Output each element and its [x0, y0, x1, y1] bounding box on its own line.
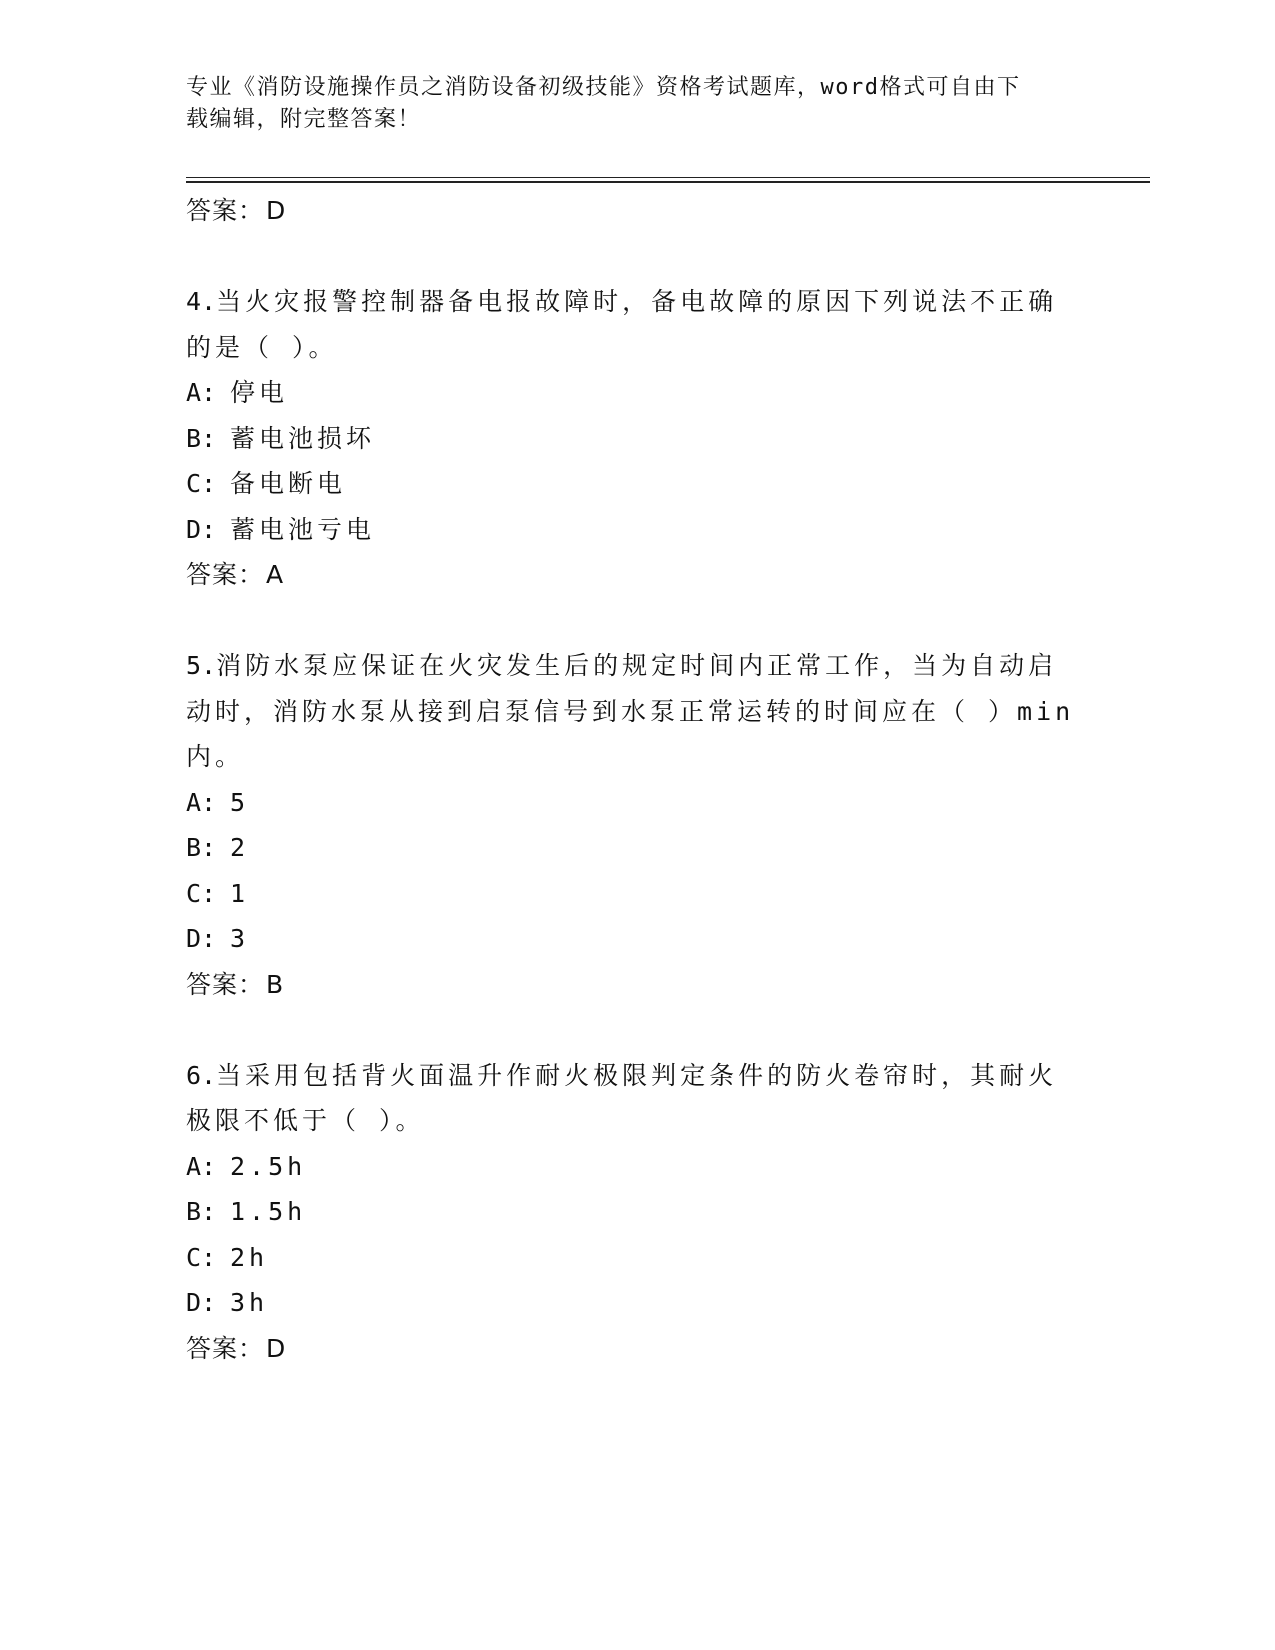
header-divider-thick [186, 181, 1150, 183]
option-text: 蓄电池亏电 [230, 514, 376, 544]
option-key: D: [186, 514, 217, 544]
option-text: 蓄电池损坏 [230, 423, 376, 453]
option-text: 备电断电 [230, 469, 347, 498]
option-c [186, 871, 1086, 917]
answer-label: 答案： [186, 969, 265, 999]
question-number: 5. [186, 651, 217, 680]
option-a [186, 370, 1086, 416]
option-key: C: [186, 469, 217, 498]
question-line: 的是（ ）。 [186, 332, 338, 362]
option-key: D: [186, 1288, 217, 1317]
document-header [186, 72, 1066, 136]
option-text: 3h [230, 1288, 269, 1317]
answer-line [186, 1326, 1086, 1371]
option-a [186, 1144, 1086, 1190]
answer-value: B [266, 969, 285, 999]
option-key: C: [186, 1242, 217, 1272]
option-b [186, 1189, 1086, 1235]
question-line: 5.消防水泵应保证在火灾发生后的规定时间内正常工作，当为自动启 [186, 651, 1058, 680]
question-line: 动时，消防水泵从接到启泵信号到水泵正常运转的时间应在（ ）min [186, 696, 1075, 726]
question-number: 6. [186, 1060, 217, 1090]
question-text [186, 279, 1086, 370]
option-text: 2h [230, 1242, 269, 1272]
option-c [186, 1235, 1086, 1281]
option-text: 停电 [230, 378, 289, 407]
answer-label: 答案： [186, 560, 265, 589]
spacer [186, 1007, 1086, 1053]
option-key: A: [186, 1151, 217, 1181]
spacer [186, 233, 1086, 279]
spacer [186, 597, 1086, 643]
option-text: 3 [230, 924, 250, 953]
option-text: 2.5h [230, 1151, 307, 1181]
option-key: B: [186, 1197, 217, 1226]
header-line-2: 载编辑，附完整答案！ [186, 107, 422, 132]
option-key: B: [186, 833, 217, 862]
question-block-6 [186, 1053, 1086, 1371]
question-list [186, 188, 1086, 1371]
option-key: A: [186, 787, 217, 817]
question-line: 极限不低于（ ）。 [186, 1106, 425, 1135]
answer-value: D [266, 196, 287, 225]
answer-label: 答案： [186, 196, 265, 225]
question-text [186, 643, 1086, 780]
question-line: 内。 [186, 742, 245, 771]
option-text: 5 [230, 787, 250, 817]
option-text: 2 [230, 833, 250, 862]
answer-value: D [266, 1333, 287, 1363]
option-text: 1.5h [230, 1197, 307, 1226]
header-line-1: 专业《消防设施操作员之消防设备初级技能》资格考试题库，word格式可自由下 [186, 75, 1021, 100]
answer-line-3 [186, 188, 1086, 233]
option-d [186, 916, 1086, 962]
header-divider-thin [186, 177, 1150, 178]
question-block-5 [186, 643, 1086, 1007]
option-key: D: [186, 924, 217, 953]
option-d [186, 507, 1086, 553]
option-text: 1 [230, 878, 250, 908]
answer-label: 答案： [186, 1333, 265, 1363]
answer-line [186, 962, 1086, 1007]
option-b [186, 825, 1086, 871]
question-line: 4.当火灾报警控制器备电报故障时，备电故障的原因下列说法不正确 [186, 287, 1058, 316]
option-d [186, 1280, 1086, 1326]
option-c [186, 461, 1086, 507]
question-block-4 [186, 279, 1086, 597]
option-a [186, 780, 1086, 826]
question-text [186, 1053, 1086, 1144]
question-line: 6.当采用包括背火面温升作耐火极限判定条件的防火卷帘时，其耐火 [186, 1060, 1058, 1090]
question-number: 4. [186, 287, 217, 316]
option-key: B: [186, 423, 217, 453]
answer-value: A [266, 560, 285, 589]
option-key: C: [186, 878, 217, 908]
option-b [186, 416, 1086, 462]
option-key: A: [186, 378, 217, 407]
answer-line [186, 552, 1086, 597]
